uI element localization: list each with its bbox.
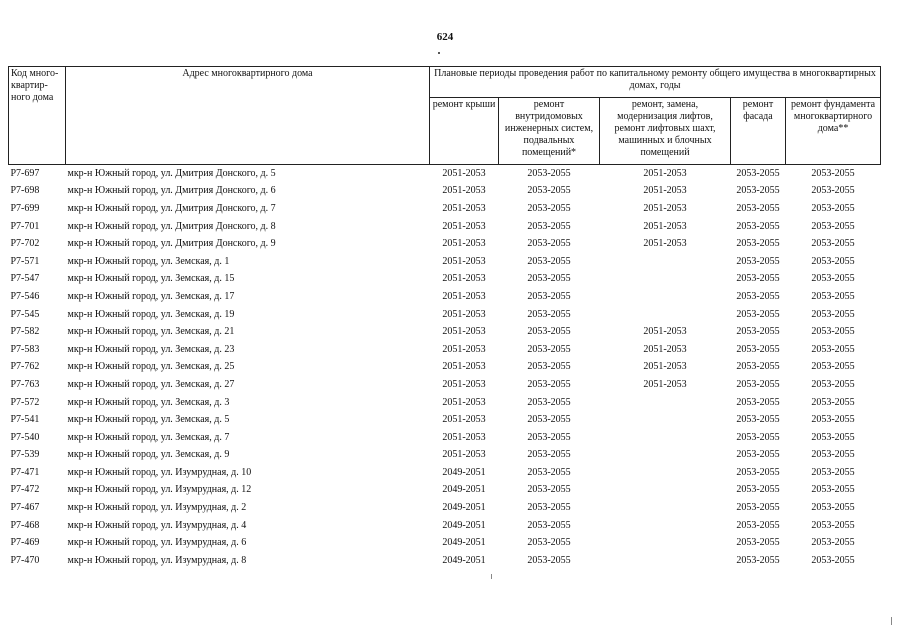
header-lifts: ремонт, замена, модернизация лифтов, ремонт лифтовых шахт, машинных и блочных помещений	[600, 98, 731, 165]
cell-lifts	[600, 306, 731, 324]
cell-engineering: 2053-2055	[527, 361, 571, 373]
table-row	[9, 253, 881, 271]
cell-address: мкр-н Южный город, ул. Дмитрия Донского, д. 5	[66, 165, 430, 183]
table-row	[9, 341, 881, 359]
cell-facade: 2053-2055	[736, 308, 780, 320]
page-number: 624	[436, 31, 454, 43]
cell-foundation: 2053-2055	[811, 290, 855, 302]
cell-engineering: 2053-2055	[527, 396, 571, 408]
cell-facade: 2053-2055	[736, 255, 780, 267]
cell-address: мкр-н Южный город, ул. Земская, д. 9	[67, 449, 230, 461]
repair-schedule-table	[8, 66, 881, 570]
cell-address: мкр-н Южный город, ул. Земская, д. 23	[67, 343, 235, 355]
table-row	[9, 411, 881, 429]
table-row	[9, 517, 881, 535]
table-row	[9, 218, 881, 236]
cell-roof: 2051-2053	[442, 238, 486, 250]
table-row	[9, 165, 881, 183]
cell-facade: 2053-2055	[736, 378, 780, 390]
table-row	[9, 183, 881, 201]
table-row	[9, 359, 881, 377]
cell-roof: 2051-2053	[430, 165, 499, 183]
cell-facade: 2053-2055	[736, 414, 780, 426]
cell-facade: 2053-2055	[736, 431, 780, 443]
cell-foundation: 2053-2055	[811, 343, 855, 355]
cell-foundation: 2053-2055	[811, 396, 855, 408]
cell-code: Р7-702	[10, 238, 40, 250]
cell-facade: 2053-2055	[736, 361, 780, 373]
cell-engineering: 2053-2055	[527, 431, 571, 443]
cell-code: Р7-699	[10, 202, 40, 214]
cell-roof: 2051-2053	[442, 449, 486, 461]
cell-lifts	[600, 464, 731, 482]
cell-code: Р7-763	[10, 378, 40, 390]
cell-lifts: 2051-2053	[643, 343, 687, 355]
header-roof: ремонт крыши	[430, 98, 499, 165]
cell-roof: 2049-2051	[442, 466, 486, 478]
cell-address: мкр-н Южный город, ул. Дмитрия Донского, д. 9	[67, 238, 276, 250]
cell-engineering: 2053-2055	[527, 185, 571, 197]
table-row	[9, 499, 881, 517]
table-row	[9, 200, 881, 218]
cell-code: Р7-540	[10, 431, 40, 443]
table-row	[9, 271, 881, 289]
cell-roof: 2051-2053	[442, 378, 486, 390]
cell-roof: 2049-2051	[442, 502, 486, 514]
cell-facade: 2053-2055	[736, 343, 780, 355]
table-row	[9, 552, 881, 570]
cell-lifts	[600, 271, 731, 289]
cell-roof: 2051-2053	[442, 308, 486, 320]
cell-code: Р7-572	[10, 396, 40, 408]
cell-code: Р7-582	[10, 326, 40, 338]
cell-address: мкр-н Южный город, ул. Изумрудная, д. 10	[67, 466, 252, 478]
cell-foundation: 2053-2055	[811, 519, 855, 531]
cell-roof: 2051-2053	[442, 361, 486, 373]
cell-facade: 2053-2055	[736, 220, 780, 232]
cell-engineering: 2053-2055	[527, 308, 571, 320]
cell-code: Р7-583	[10, 343, 40, 355]
cell-roof: 2051-2053	[442, 185, 486, 197]
cell-address: мкр-н Южный город, ул. Изумрудная, д. 6	[67, 537, 247, 549]
cell-roof: 2051-2053	[442, 255, 486, 267]
cell-engineering: 2053-2055	[527, 537, 571, 549]
cell-facade: 2053-2055	[736, 202, 780, 214]
cell-engineering: 2053-2055	[527, 255, 571, 267]
cell-foundation: 2053-2055	[811, 202, 855, 214]
cell-address: мкр-н Южный город, ул. Земская, д. 19	[67, 308, 235, 320]
cell-lifts	[600, 482, 731, 500]
cell-address: мкр-н Южный город, ул. Земская, д. 27	[67, 378, 235, 390]
cell-foundation: 2053-2055	[811, 238, 855, 250]
cell-engineering: 2053-2055	[527, 343, 571, 355]
cell-engineering: 2053-2055	[527, 414, 571, 426]
table-row	[9, 235, 881, 253]
cell-facade: 2053-2055	[736, 238, 780, 250]
cell-facade: 2053-2055	[736, 502, 780, 514]
cell-engineering: 2053-2055	[527, 238, 571, 250]
cell-foundation: 2053-2055	[811, 255, 855, 267]
cell-lifts	[600, 253, 731, 271]
cell-code: Р7-469	[10, 537, 40, 549]
cell-code: Р7-698	[10, 185, 40, 197]
cell-foundation: 2053-2055	[811, 449, 855, 461]
cell-code: Р7-547	[10, 273, 40, 285]
cell-roof: 2049-2051	[442, 554, 486, 566]
cell-roof: 2051-2053	[442, 273, 486, 285]
table-row	[9, 323, 881, 341]
cell-lifts	[600, 288, 731, 306]
cell-address: мкр-н Южный город, ул. Земская, д. 7	[67, 431, 230, 443]
cell-code: Р7-472	[10, 484, 40, 496]
cell-roof: 2051-2053	[442, 396, 486, 408]
table-row	[9, 447, 881, 465]
cell-facade: 2053-2055	[736, 185, 780, 197]
cell-lifts	[600, 499, 731, 517]
cell-foundation: 2053-2055	[811, 273, 855, 285]
cell-facade: 2053-2055	[731, 165, 786, 183]
cell-foundation: 2053-2055	[811, 537, 855, 549]
cell-lifts	[600, 447, 731, 465]
header-code: Код много-квартир-ного дома	[9, 67, 66, 165]
cell-code: Р7-571	[10, 255, 40, 267]
cell-lifts	[600, 534, 731, 552]
table-row	[9, 288, 881, 306]
cell-code: Р7-697	[9, 165, 66, 183]
cell-roof: 2051-2053	[442, 414, 486, 426]
cell-roof: 2049-2051	[442, 484, 486, 496]
cell-facade: 2053-2055	[736, 273, 780, 285]
cell-address: мкр-н Южный город, ул. Земская, д. 15	[67, 273, 235, 285]
cell-lifts: 2051-2053	[643, 361, 687, 373]
cell-lifts: 2051-2053	[643, 378, 687, 390]
cell-facade: 2053-2055	[736, 484, 780, 496]
header-address: Адрес многоквартирного дома	[66, 67, 430, 165]
cell-code: Р7-762	[10, 361, 40, 373]
cell-engineering: 2053-2055	[527, 273, 571, 285]
cell-address: мкр-н Южный город, ул. Изумрудная, д. 2	[67, 502, 247, 514]
cell-engineering: 2053-2055	[527, 290, 571, 302]
table-row	[9, 482, 881, 500]
cell-foundation: 2053-2055	[811, 308, 855, 320]
cell-roof: 2051-2053	[442, 343, 486, 355]
cell-engineering: 2053-2055	[527, 202, 571, 214]
cell-address: мкр-н Южный город, ул. Дмитрия Донского, д. 7	[67, 202, 276, 214]
cell-lifts: 2051-2053	[643, 202, 687, 214]
cell-roof: 2051-2053	[442, 220, 486, 232]
cell-address: мкр-н Южный город, ул. Изумрудная, д. 8	[67, 554, 247, 566]
cell-foundation: 2053-2055	[786, 165, 881, 183]
cell-engineering: 2053-2055	[527, 484, 571, 496]
cell-engineering: 2053-2055	[527, 502, 571, 514]
cell-code: Р7-701	[10, 220, 40, 232]
cell-roof: 2051-2053	[442, 202, 486, 214]
cell-address: мкр-н Южный город, ул. Земская, д. 17	[67, 290, 235, 302]
header-periods: Плановые периоды проведения работ по капитальному ремонту общего имущества в многоквартирных домах, годы	[430, 67, 881, 98]
cell-address: мкр-н Южный город, ул. Земская, д. 1	[67, 255, 230, 267]
cell-foundation: 2053-2055	[811, 220, 855, 232]
cell-engineering: 2053-2055	[527, 378, 571, 390]
cell-engineering: 2053-2055	[527, 449, 571, 461]
cell-code: Р7-467	[10, 502, 40, 514]
cell-facade: 2053-2055	[736, 396, 780, 408]
cell-code: Р7-539	[10, 449, 40, 461]
cell-lifts: 2051-2053	[643, 238, 687, 250]
cell-engineering: 2053-2055	[527, 326, 571, 338]
cell-lifts: 2051-2053	[643, 220, 687, 232]
cell-roof: 2051-2053	[442, 326, 486, 338]
cell-engineering: 2053-2055	[527, 220, 571, 232]
cell-address: мкр-н Южный город, ул. Земская, д. 5	[67, 414, 230, 426]
table-row	[9, 429, 881, 447]
scan-dot	[438, 52, 440, 54]
cell-address: мкр-н Южный город, ул. Земская, д. 21	[67, 326, 235, 338]
cell-facade: 2053-2055	[736, 537, 780, 549]
cell-foundation: 2053-2055	[811, 361, 855, 373]
cell-facade: 2053-2055	[736, 554, 780, 566]
cell-foundation: 2053-2055	[811, 185, 855, 197]
cell-lifts	[600, 517, 731, 535]
cell-address: мкр-н Южный город, ул. Изумрудная, д. 4	[67, 519, 247, 531]
cell-lifts	[600, 411, 731, 429]
scan-mark	[891, 617, 892, 625]
header-facade: ремонт фасада	[731, 98, 786, 165]
cell-address: мкр-н Южный город, ул. Земская, д. 25	[67, 361, 235, 373]
cell-lifts: 2051-2053	[643, 185, 687, 197]
header-foundation: ремонт фундамента многоквартирного дома**	[786, 98, 881, 165]
cell-code: Р7-545	[10, 308, 40, 320]
scan-mark	[491, 574, 492, 579]
header-engineering: ремонт внутридомовых инженерных систем, подвальных помещений*	[499, 98, 600, 165]
cell-lifts	[600, 552, 731, 570]
cell-foundation: 2053-2055	[811, 484, 855, 496]
table-row	[9, 534, 881, 552]
cell-code: Р7-541	[10, 414, 40, 426]
table-body	[9, 165, 881, 570]
cell-roof: 2051-2053	[442, 290, 486, 302]
cell-roof: 2051-2053	[442, 431, 486, 443]
cell-foundation: 2053-2055	[811, 378, 855, 390]
cell-lifts	[600, 394, 731, 412]
table-row	[9, 376, 881, 394]
cell-code: Р7-471	[10, 466, 40, 478]
cell-lifts	[600, 429, 731, 447]
cell-code: Р7-468	[10, 519, 40, 531]
cell-foundation: 2053-2055	[811, 326, 855, 338]
cell-foundation: 2053-2055	[811, 502, 855, 514]
table-row	[9, 464, 881, 482]
cell-address: мкр-н Южный город, ул. Изумрудная, д. 12	[67, 484, 252, 496]
cell-code: Р7-470	[10, 554, 40, 566]
cell-facade: 2053-2055	[736, 519, 780, 531]
cell-facade: 2053-2055	[736, 449, 780, 461]
cell-code: Р7-546	[10, 290, 40, 302]
cell-engineering: 2053-2055	[527, 519, 571, 531]
cell-lifts: 2051-2053	[600, 165, 731, 183]
cell-roof: 2049-2051	[442, 537, 486, 549]
cell-address: мкр-н Южный город, ул. Дмитрия Донского, д. 6	[67, 185, 276, 197]
cell-foundation: 2053-2055	[811, 431, 855, 443]
cell-address: мкр-н Южный город, ул. Земская, д. 3	[67, 396, 230, 408]
cell-engineering: 2053-2055	[527, 466, 571, 478]
cell-engineering: 2053-2055	[499, 165, 600, 183]
cell-address: мкр-н Южный город, ул. Дмитрия Донского, д. 8	[67, 220, 276, 232]
cell-lifts: 2051-2053	[643, 326, 687, 338]
cell-facade: 2053-2055	[736, 466, 780, 478]
table-row	[9, 394, 881, 412]
cell-roof: 2049-2051	[442, 519, 486, 531]
table-row	[9, 306, 881, 324]
cell-facade: 2053-2055	[736, 326, 780, 338]
cell-foundation: 2053-2055	[811, 554, 855, 566]
cell-foundation: 2053-2055	[811, 466, 855, 478]
cell-foundation: 2053-2055	[811, 414, 855, 426]
cell-facade: 2053-2055	[736, 290, 780, 302]
cell-engineering: 2053-2055	[527, 554, 571, 566]
